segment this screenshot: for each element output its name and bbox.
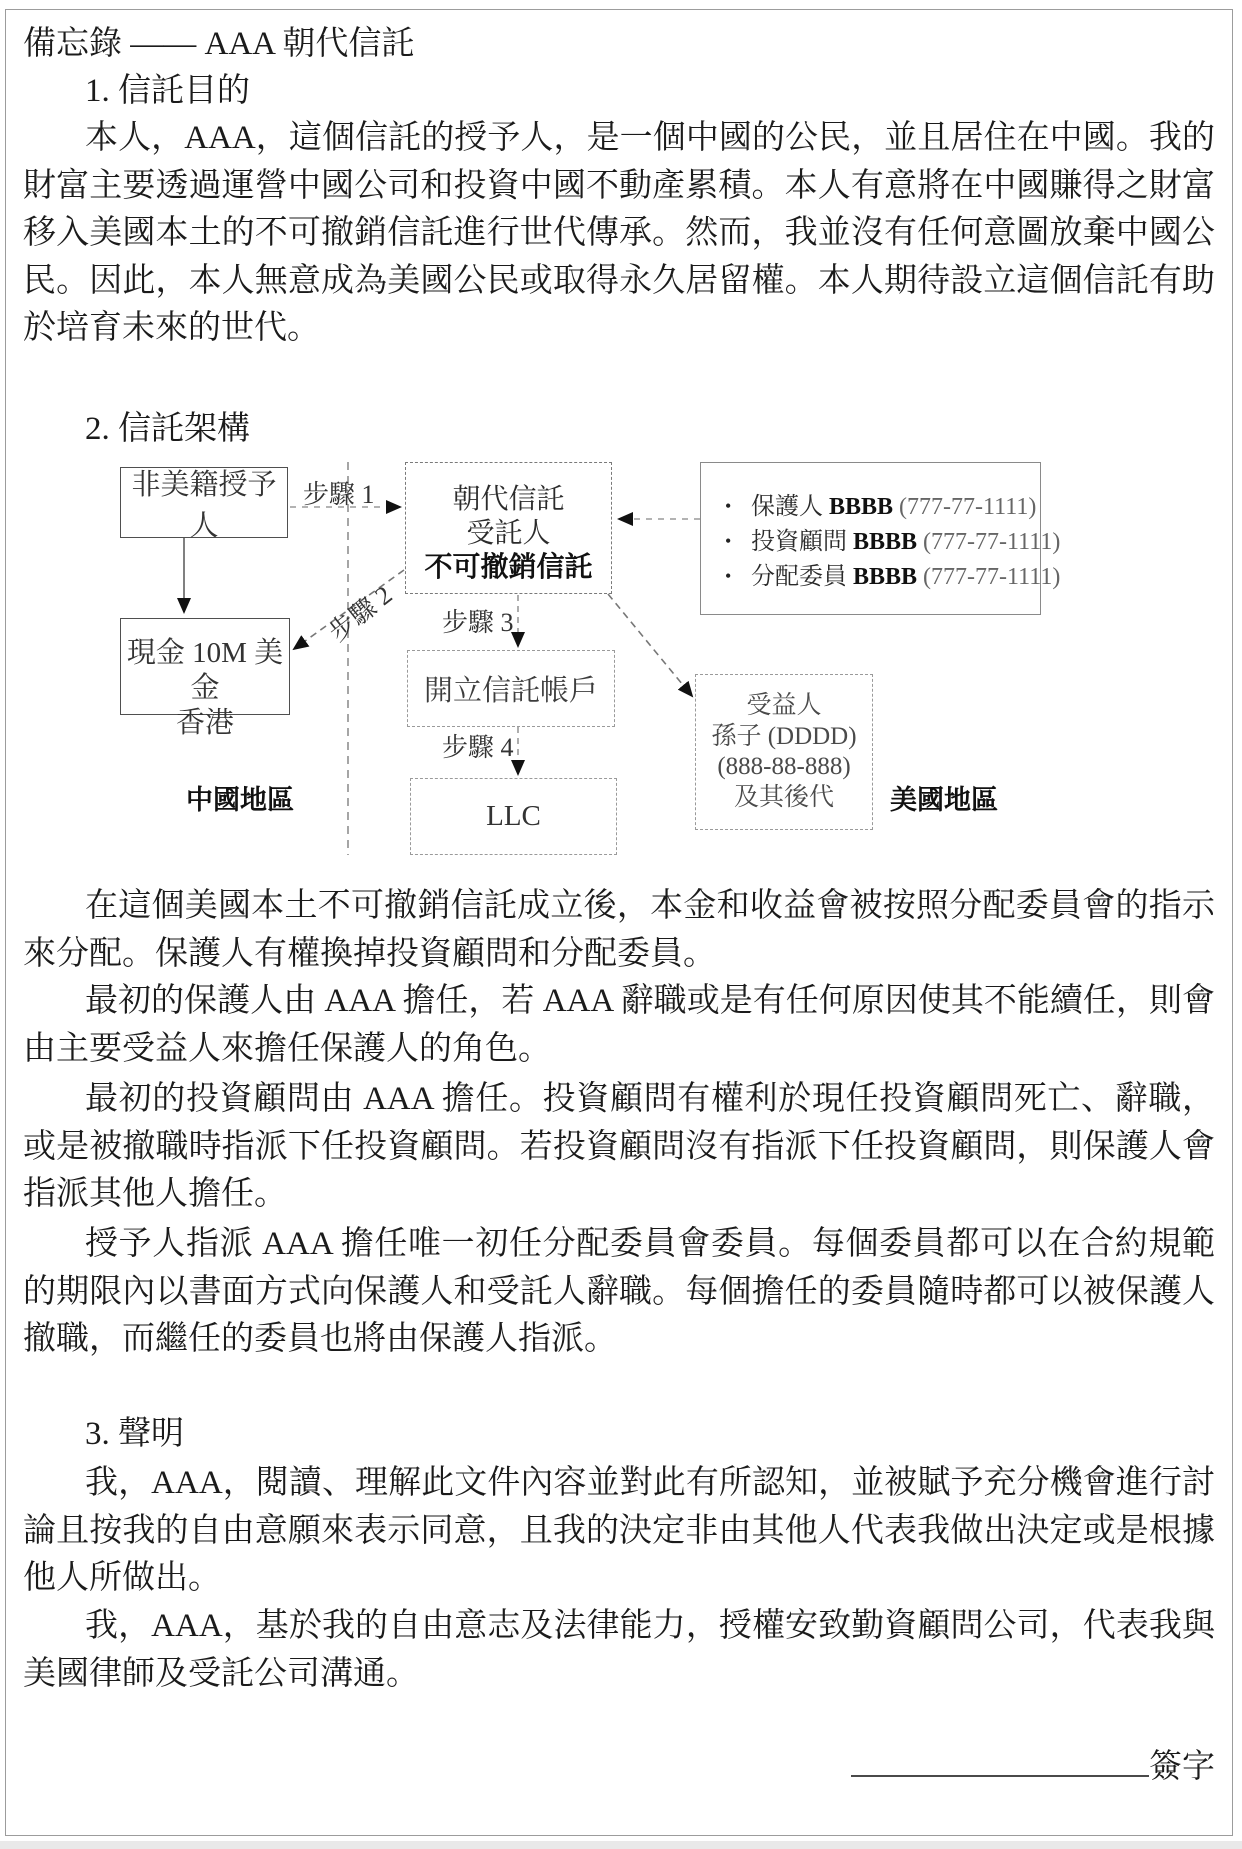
role-title: 保護人 (751, 494, 823, 520)
signature-line (851, 1775, 1149, 1777)
account-box (407, 650, 615, 727)
paragraph: 我，AAA，閱讀、理解此文件內容並對此有所認知，並被賦予充分機會進行討論且按我的自由意願來表示同意，且我的決定非由其他人代表我做出決定或是根據他人所做出。 (23, 1465, 1215, 1596)
role-name: BBBB (853, 564, 918, 590)
role-name: BBBB (829, 494, 894, 520)
section-1-heading: 1. 信託目的 (85, 73, 250, 109)
step-2-label: 步驟 2 (323, 580, 398, 648)
role-item-investment-advisor (725, 524, 1060, 559)
role-name: BBBB (853, 529, 918, 555)
paragraph: 在這個美國本土不可撤銷信託成立後，本金和收益會被按照分配委員會的指示來分配。保護人有權換掉投資顧問和分配委員。 (23, 888, 1215, 972)
bullet-icon: • (725, 531, 732, 551)
box-line: 非美籍授予人 (131, 468, 277, 542)
cash-box (120, 618, 290, 739)
trust-box (405, 462, 612, 594)
role-id: (777-77-1111) (923, 564, 1061, 590)
section-2-heading: 2. 信託架構 (85, 411, 250, 447)
signature-row (23, 1744, 1215, 1792)
region-label-us: 美國地區 (890, 785, 998, 815)
box-line: LLC (486, 800, 541, 832)
box-line: (888-88-888) (717, 753, 851, 780)
box-line: 不可撤銷信託 (424, 552, 593, 583)
grantor-box (120, 467, 288, 542)
role-id: (777-77-1111) (899, 494, 1037, 520)
role-id: (777-77-1111) (923, 529, 1061, 555)
box-line: 孫子 (DDDD) (711, 722, 857, 750)
region-label-china: 中國地區 (186, 785, 294, 815)
paragraph: 最初的保護人由 AAA 擔任，若 AAA 辭職或是有任何原因使其不能續任，則會由主要受益人來擔任保護人的角色。 (23, 983, 1215, 1067)
bullet-icon: • (725, 496, 732, 516)
box-line: 受託人 (466, 518, 551, 549)
box-line: 香港 (175, 707, 234, 739)
paragraph: 授予人指派 AAA 擔任唯一初任分配委員會委員。每個委員都可以在合約規範的期限內以書面方式向保護人和受託人辭職。每個擔任的委員隨時都可以被保護人撤職，而繼任的委員也將由保護人指派。 (23, 1226, 1215, 1357)
trust-to-beneficiary-arrow (608, 594, 692, 696)
role-title: 分配委員 (751, 564, 847, 590)
roles-box (700, 462, 1061, 615)
beneficiary-box (695, 674, 873, 830)
box-line: 開立信託帳戶 (423, 675, 598, 707)
section-3-heading: 3. 聲明 (85, 1416, 184, 1452)
signature-label: 簽字 (1149, 1749, 1215, 1785)
bottom-edge-strip (0, 1841, 1242, 1849)
step-1-label: 步驟 1 (303, 480, 375, 509)
paragraph: 我，AAA，基於我的自由意志及法律能力，授權安致勤資顧問公司，代表我與美國律師及受託公司溝通。 (23, 1608, 1215, 1692)
paragraph: 最初的投資顧問由 AAA 擔任。投資顧問有權利於現任投資顧問死亡、辭職，或是被撤職時指派下任投資顧問。若投資顧問沒有指派下任投資顧問，則保護人會指派其他人擔任。 (23, 1081, 1215, 1212)
bullet-icon: • (725, 566, 732, 586)
step-4-label: 步驟 4 (442, 733, 514, 762)
llc-box (410, 778, 617, 855)
role-title: 投資顧問 (751, 529, 847, 555)
box-line: 朝代信託 (452, 484, 565, 515)
box-line: 現金 10M 美金 (126, 637, 284, 704)
document-title: 備忘錄 —— AAA 朝代信託 (23, 26, 415, 62)
role-item-distribution-member (725, 559, 1060, 594)
step-3-label: 步驟 3 (442, 608, 514, 637)
section-1-paragraph: 本人，AAA，這個信託的授予人，是一個中國的公民，並且居住在中國。我的財富主要透過運營中國公司和投資中國不動產累積。本人有意將在中國賺得之財富移入美國本土的不可撤銷信託進行世代傳承。然而，我並沒有任何意圖放棄中國公民。因此，本人無意成為美國公民或取得永久居留權。本人期待設立這個信託有助於培育未來的世代。 (23, 120, 1215, 346)
box-line: 及其後代 (733, 783, 834, 811)
role-item-protector (725, 489, 1036, 524)
box-line: 受益人 (746, 692, 822, 719)
